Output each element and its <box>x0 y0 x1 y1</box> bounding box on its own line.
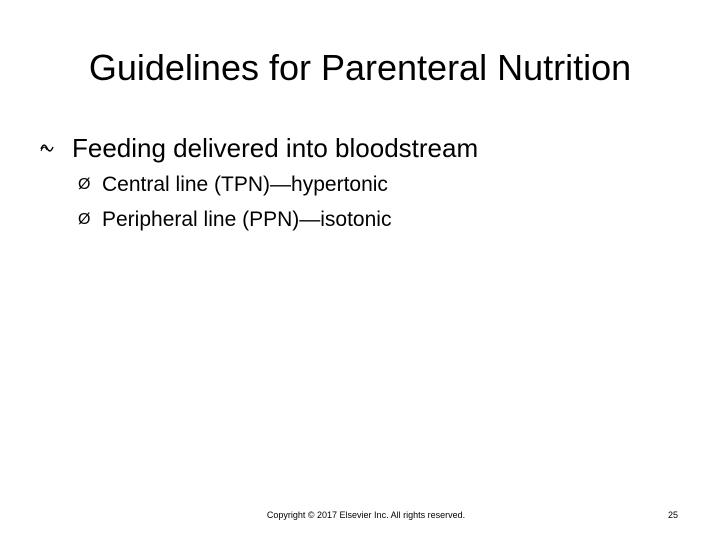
wave-bullet-icon <box>40 143 72 153</box>
page-number: 25 <box>667 510 678 520</box>
bullet-item <box>40 130 478 166</box>
subbullet-item <box>78 170 388 200</box>
subbullet-text: Central line (TPN)—hypertonic <box>102 173 388 196</box>
subbullet-item <box>78 205 391 235</box>
bullet-text: Feeding delivered into bloodstream <box>72 133 479 163</box>
slide-title: Guidelines for Parenteral Nutrition <box>88 47 632 88</box>
copyright-footer: Copyright © 2017 Elsevier Inc. All rights reserved. <box>266 510 466 520</box>
subbullet-text: Peripheral line (PPN)—isotonic <box>102 208 392 231</box>
arrowhead-bullet-icon: Ø <box>78 176 91 193</box>
arrowhead-bullet-icon: Ø <box>78 211 91 228</box>
